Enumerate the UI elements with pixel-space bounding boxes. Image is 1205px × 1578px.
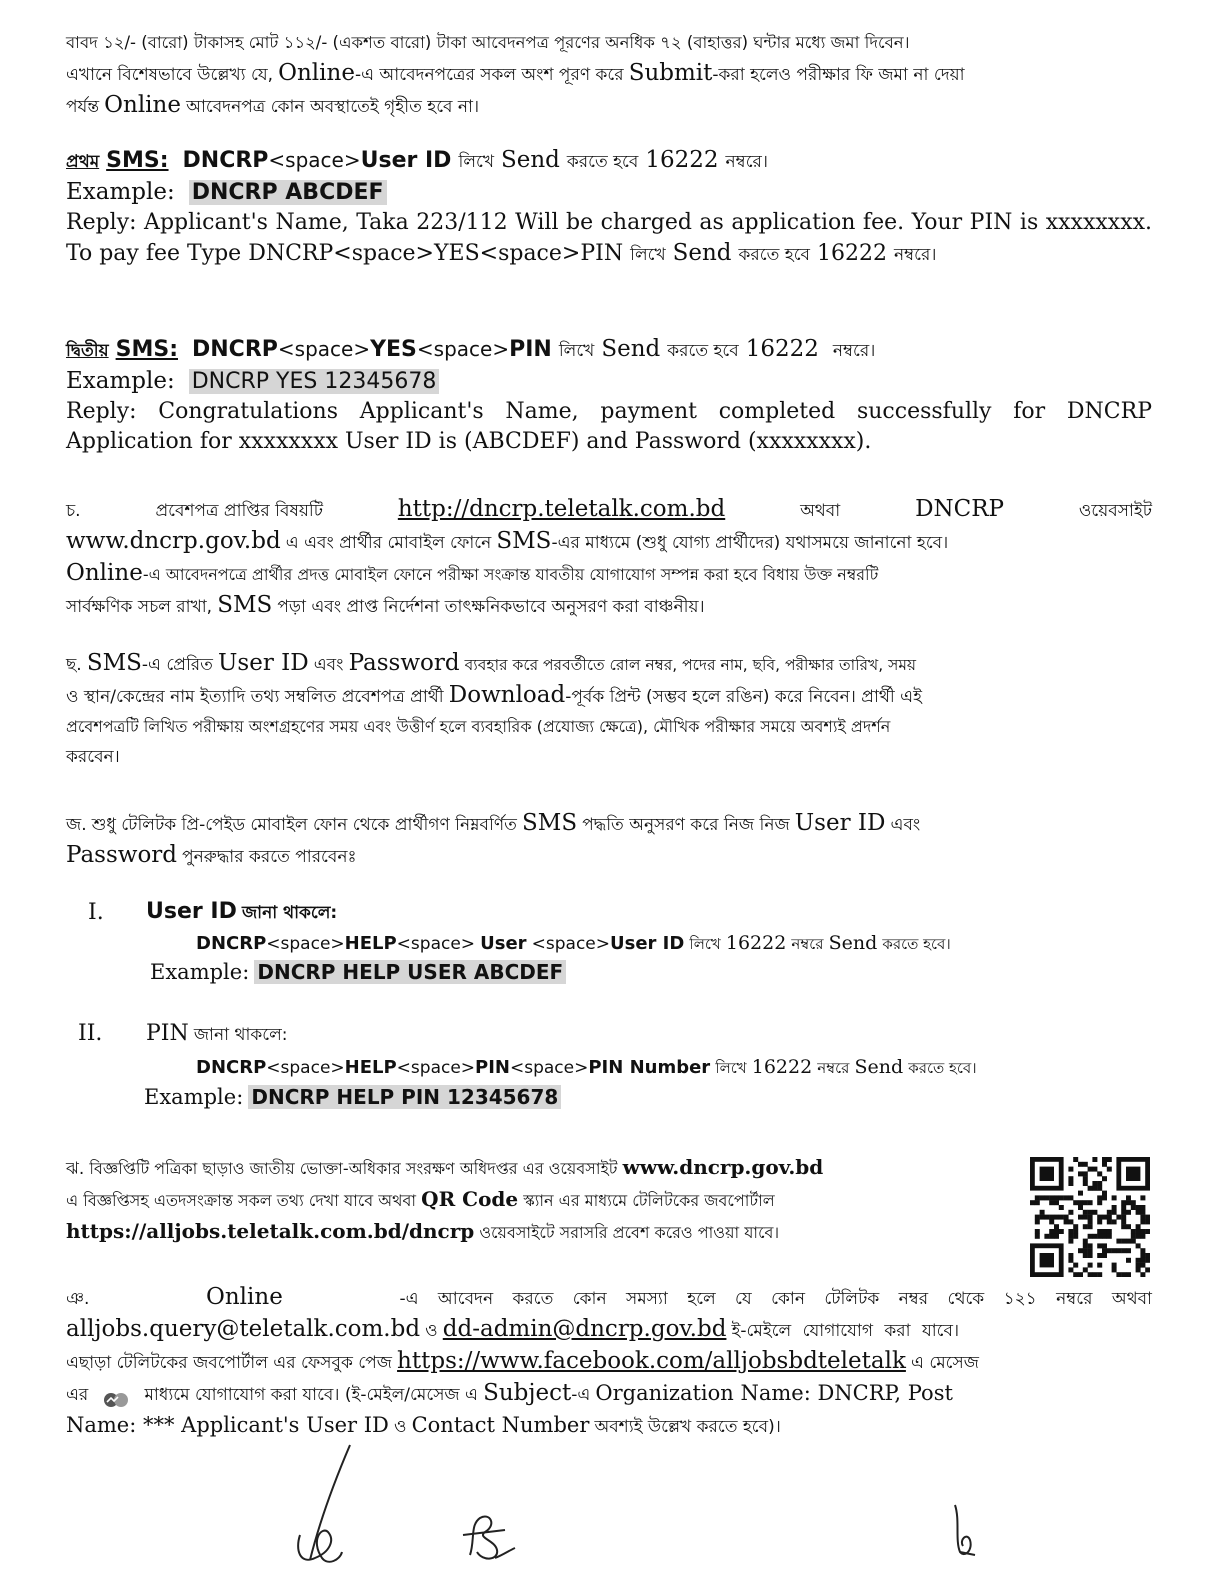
recover2-example-row <box>144 1085 1044 1109</box>
para-ja <box>66 808 1152 872</box>
recover1-title: User ID <box>146 899 237 924</box>
sms2-space: <space> <box>277 337 371 361</box>
para-text: -এ প্রেরিত <box>141 655 213 675</box>
dncrp-site: www.dncrp.gov.bd <box>66 528 281 554</box>
para-text: বিজ্ঞপ্তিটি পত্রিকা ছাড়াও জাতীয় ভোক্তা-অধিকার সংরক্ষণ অধিদপ্তর এর ওয়েবসাইট <box>89 1159 618 1178</box>
admin-email[interactable]: dd-admin@dncrp.gov.bd <box>442 1316 727 1342</box>
sms2-yes: YES <box>370 337 417 362</box>
para-postname: Name: *** Applicant's User ID <box>66 1413 389 1437</box>
intro-online: Online <box>278 60 355 86</box>
cmd-userid: User ID <box>610 933 685 954</box>
sms1-code: DNCRP <box>182 148 269 173</box>
recover2-title: PIN <box>146 1021 189 1046</box>
sms2-space: <space> <box>416 337 510 361</box>
para-text: ও <box>393 1417 407 1437</box>
para-text: ও <box>425 1321 438 1341</box>
para-text: অথবা <box>800 501 841 521</box>
para-contact: Contact Number <box>411 1413 590 1437</box>
sms2-reply: Reply: Congratulations Applicant's Name, payment completed successfully for DNCRP Application for xxxxxxxx User ID is (ABCDEF) and Password (xxxxxxxx). <box>66 399 1152 454</box>
intro-text: আবেদনপত্র কোন অবস্থাতেই গৃহীত হবে না। <box>186 97 480 117</box>
para-text: এবং <box>313 655 344 675</box>
cmd-code: DNCRP <box>196 933 267 954</box>
para-orgname: Organization Name: DNCRP, Post <box>595 1381 953 1405</box>
para-text: শুধু টেলিটক প্রি-পেইড মোবাইল ফোন থেকে প্রার্থীগণ নিম্নবর্ণিত <box>91 815 517 835</box>
recover-pin <box>146 1018 1146 1051</box>
para-text: মাধ্যমে যোগাযোগ করা যাবে। (ই-মেইল/মেসেজ এ <box>144 1385 478 1405</box>
cmd-space: <space> <box>396 934 476 954</box>
sms1-example-label: Example: <box>66 179 175 205</box>
para-sms: SMS <box>496 528 552 554</box>
para-marker: চ. <box>66 501 81 521</box>
para-nya <box>66 1282 1152 1442</box>
para-text: স্ক্যান এর মাধ্যমে টেলিটকের জবপোর্টাল <box>523 1191 775 1210</box>
para-text: প্রবেশপত্রটি লিখিত পরীক্ষায় অংশগ্রহণের সময় এবং উত্তীর্ণ হলে ব্যবহারিক (প্রযোজ্য ক্ষেত্রে), মৌখিক পরীক্ষার সময়ে অবশ্যই প্রদর্শন <box>66 717 891 736</box>
recover2-command <box>196 1056 1156 1082</box>
sms1-number: 16222 <box>645 147 719 173</box>
list-number: II. <box>78 1021 103 1046</box>
para-text: প্রবেশপত্র প্রাপ্তির বিষয়টি <box>155 501 323 521</box>
para-text: অবশ্যই উল্লেখ করতে হবে)। <box>594 1417 781 1437</box>
signature-1 <box>280 1440 370 1570</box>
facebook-link[interactable]: https://www.facebook.com/alljobsbdteletalk <box>397 1348 906 1374</box>
para-text: ও স্থান/কেন্দ্রের নাম ইত্যাদি তথ্য সম্বলিত প্রবেশপত্র প্রার্থী <box>66 687 444 707</box>
recover1-example: DNCRP HELP USER ABCDEF <box>254 960 566 984</box>
sms2-text: করতে হবে <box>667 341 739 361</box>
para-password: Password <box>66 842 178 868</box>
para-sms: SMS <box>522 810 578 836</box>
para-subject: Subject <box>483 1380 572 1406</box>
cmd-pin-number: PIN Number <box>588 1057 711 1078</box>
recover2-example-label: Example: <box>144 1085 244 1109</box>
cmd-space: <space> <box>510 1058 589 1078</box>
sms2-block <box>66 334 1152 457</box>
para-text: করবেন। <box>66 747 120 767</box>
para-text: -এ আবেদন করতে কোন সমস্যা হলে যে কোন টেলিটক নম্বর থেকে ১২১ নম্বরে অথবা <box>399 1289 1152 1309</box>
intro-line1: বাবদ ১২/- (বারো) টাকাসহ মোট ১১২/- (একশত বারো) টাকা আবেদনপত্র পূরণের অনধিক ৭২ (বাহাত্তর) ঘন্টার মধ্যে জমা দিবেন। <box>66 33 910 52</box>
sms2-send: Send <box>601 336 661 362</box>
sms1-reply-text: করতে হবে <box>738 245 810 265</box>
sms1-reply: Reply: Applicant's Name, Taka 223/112 Will be charged as application fee. Your PIN is xxxxxxxx. To pay fee Type DNCRP<space>YES<space>PIN <box>66 210 1152 266</box>
para-sms: SMS <box>86 650 142 676</box>
para-text: ওয়েবসাইট <box>1078 501 1152 521</box>
messenger-icon <box>103 1388 129 1404</box>
intro-submit: Submit <box>628 60 713 86</box>
para-userid: User ID <box>218 650 309 676</box>
intro-text: -করা হলেও পরীক্ষার ফি জমা না দেয়া <box>712 65 965 85</box>
cmd-text: নম্বরে <box>817 1059 850 1077</box>
intro-online: Online <box>104 92 181 118</box>
recover-userid <box>146 896 1146 929</box>
para-jha <box>66 1152 1016 1248</box>
sms1-reply-text: লিখে <box>630 245 666 265</box>
cmd-space: <space> <box>531 934 610 954</box>
para-text: -এর মাধ্যমে (শুধু যোগ্য প্রার্থীদের) যথাসময়ে জানানো হবে। <box>551 533 949 553</box>
para-userid: User ID <box>794 810 886 836</box>
sms1-block <box>66 145 1152 270</box>
sms1-example: DNCRP ABCDEF <box>189 180 387 205</box>
cmd-space: <space> <box>266 934 345 954</box>
para-text: এ বিজ্ঞপ্তিসহ এতদসংক্রান্ত সকল তথ্য দেখা যাবে অথবা <box>66 1191 417 1210</box>
para-online: Online <box>206 1284 283 1310</box>
para-text: পড়া এবং প্রাপ্ত নির্দেশনা তাৎক্ষনিকভাবে অনুসরণ করা বাঞ্চনীয়। <box>277 597 705 617</box>
cmd-code: DNCRP <box>196 1057 267 1078</box>
sms2-number: 16222 <box>745 336 819 362</box>
sms2-pin: PIN <box>509 337 552 362</box>
para-sms: SMS <box>217 592 273 618</box>
cmd-space: <space> <box>266 1058 345 1078</box>
cmd-number: 16222 <box>751 1056 813 1078</box>
recover1-command <box>196 932 1156 958</box>
cmd-text: করতে হবে। <box>908 1059 977 1077</box>
para-marker: জ. <box>66 815 87 835</box>
sms1-label-sms: SMS: <box>106 148 169 173</box>
cmd-space: <space> <box>396 1058 476 1078</box>
sms2-example-label: Example: <box>66 368 175 394</box>
list-number: I. <box>88 900 104 925</box>
signature-2 <box>455 1500 525 1570</box>
para-text: এবং <box>890 815 921 835</box>
para-marker: ছ. <box>66 655 82 675</box>
para-text: এছাড়া টেলিটকের জবপোর্টাল এর ফেসবুক পেজ <box>66 1353 392 1373</box>
para-marker: ঝ. <box>66 1159 85 1179</box>
sms1-send: Send <box>500 147 560 173</box>
sms2-example: DNCRP YES 12345678 <box>189 369 440 394</box>
recover1-example-row <box>150 960 1050 984</box>
sms1-userid: User ID <box>360 148 452 173</box>
intro-paragraph <box>66 28 1152 122</box>
sms1-reply-number: 16222 <box>817 241 887 266</box>
cmd-help: HELP <box>344 1057 397 1078</box>
cmd-number: 16222 <box>725 932 787 954</box>
intro-text: পর্যন্ত <box>66 97 100 117</box>
sms1-space: <space> <box>268 148 361 172</box>
recover1-title-bn: জানা থাকলে: <box>241 903 338 923</box>
para-text: -এ <box>571 1385 591 1405</box>
sms2-label-sms: SMS: <box>115 337 178 362</box>
cmd-help: HELP <box>344 933 397 954</box>
teletalk-link[interactable]: http://dncrp.teletalk.com.bd <box>397 496 726 522</box>
sms1-reply-send: Send <box>672 240 732 266</box>
sms2-code: DNCRP <box>192 337 278 362</box>
para-text: পদ্ধতি অনুসরণ করে নিজ নিজ <box>582 815 790 835</box>
sms1-label: প্রথম <box>66 152 100 172</box>
cmd-pin: PIN <box>475 1057 510 1078</box>
para-chha <box>66 648 1152 772</box>
cmd-send: Send <box>854 1056 904 1078</box>
para-text: এ এবং প্রার্থীর মোবাইল ফোনে <box>285 533 492 553</box>
sms1-text: লিখে <box>458 152 494 172</box>
intro-text: এখানে বিশেষভাবে উল্লেখ্য যে, <box>66 65 274 85</box>
para-text: পুনরুদ্ধার করতে পারবেনঃ <box>182 847 357 867</box>
para-text: -পূর্বক প্রিন্ট (সম্ভব হলে রঙিন) করে নিবেন। প্রার্থী এই <box>565 687 922 707</box>
para-text: -এ আবেদনপত্রে প্রার্থীর প্রদত্ত মোবাইল ফোনে পরীক্ষা সংক্রান্ত যাবতীয় যোগাযোগ সম্পন্ন করা হবে বিধায় উক্ত নম্বরটি <box>142 565 879 584</box>
qr-code-icon[interactable] <box>1030 1157 1150 1277</box>
recover2-title-bn: জানা থাকলে: <box>193 1025 288 1045</box>
cmd-text: লিখে <box>715 1059 747 1077</box>
para-marker: ঞ. <box>66 1289 90 1309</box>
qr-code-label: QR Code <box>421 1187 519 1211</box>
sms2-text: নম্বরে। <box>832 341 876 361</box>
sms1-text: নম্বরে। <box>725 152 768 172</box>
para-text: DNCRP <box>915 496 1005 522</box>
cmd-text: লিখে <box>689 935 721 953</box>
sms2-label: দ্বিতীয় <box>66 341 109 361</box>
alljobs-url[interactable]: https://alljobs.teletalk.com.bd/dncrp <box>66 1219 475 1243</box>
para-password: Password <box>348 650 460 676</box>
para-text: সার্বক্ষণিক সচল রাখা, <box>66 597 213 617</box>
signature-3 <box>945 1500 985 1560</box>
para-cha <box>66 494 1152 622</box>
cmd-text: নম্বরে <box>791 935 824 953</box>
cmd-send: Send <box>828 932 878 954</box>
cmd-text: করতে হবে। <box>882 935 951 953</box>
para-download: Download <box>448 682 566 708</box>
query-email[interactable]: alljobs.query@teletalk.com.bd <box>66 1316 421 1342</box>
sms1-text: করতে হবে <box>566 152 639 172</box>
sms1-reply-text: নম্বরে। <box>894 245 937 265</box>
sms2-text: লিখে <box>558 341 595 361</box>
para-text: ওয়েবসাইটে সরাসরি প্রবেশ করেও পাওয়া যাবে। <box>479 1223 780 1242</box>
para-text: এর <box>66 1385 89 1405</box>
para-text: এ মেসেজ <box>910 1353 979 1373</box>
intro-text: -এ আবেদনপত্রের সকল অংশ পূরণ করে <box>354 65 624 85</box>
para-text: ই-মেইলে যোগাযোগ করা যাবে। <box>731 1321 960 1341</box>
cmd-user: User <box>480 933 527 954</box>
recover2-example: DNCRP HELP PIN 12345678 <box>248 1085 561 1109</box>
para-text: ব্যবহার করে পরবর্তীতে রোল নম্বর, পদের নাম, ছবি, পরীক্ষার তারিখ, সময় <box>464 656 917 674</box>
para-online: Online <box>66 560 143 586</box>
dncrp-site: www.dncrp.gov.bd <box>622 1155 824 1179</box>
recover1-example-label: Example: <box>150 960 250 984</box>
